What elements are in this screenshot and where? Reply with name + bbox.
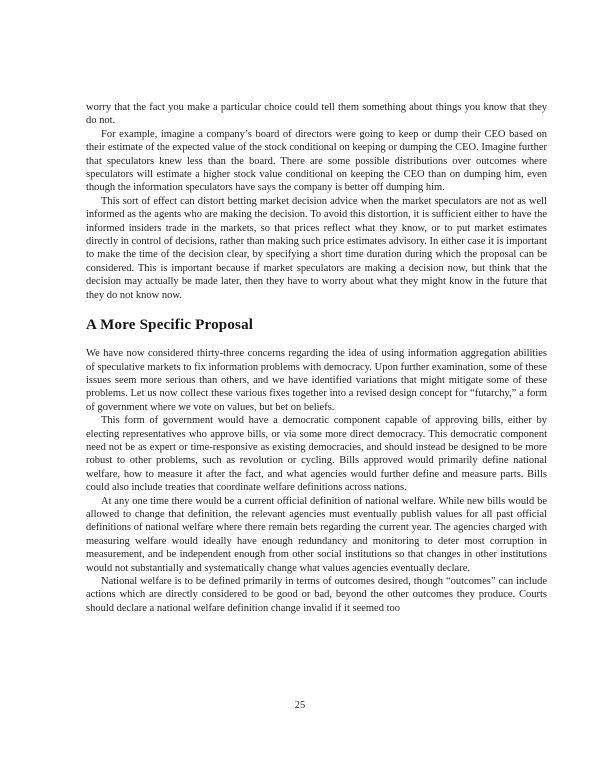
paragraph: This sort of effect can distort betting market decision advice when the market speculators are not as well informed as the agents who are making the decision. To avoid this distortion, it is sufficient either to have the informed insiders trade in the markets, so that prices reflect what they know, or to put market estimates directly in control of decisions, rather than making such price estimates advisory. In either case it is important to make the time of the decision clear, by specifying a short time duration during which the proposal can be considered. This is important because if market speculators are making a decision now, but think that the decision may actually be made later, then they have to worry about what they might know in the future that they do not know now. [86, 195, 547, 301]
paragraph: This form of government would have a democratic component capable of approving bills, either by electing representatives who approve bills, or via some more direct democracy. This democratic component need not be as expert or time-responsive as existing democracies, and should instead be designed to be more robust to other problems, such as revolution or cycling. Bills approved would primarily define national welfare, how to measure it after the fact, and what agencies would further define and measure parts. Bills could also include treaties that coordinate welfare definitions across nations. [86, 415, 547, 494]
page-number: 25 [294, 700, 306, 711]
paragraph: For example, imagine a company’s board of directors were going to keep or dump their CEO based on their estimate of the expected value of the stock conditional on keeping or dumping the CEO. Imagine further that speculators knew less than the board. There are some possible distributions over outcomes where speculators will estimate a higher stock value conditional on keeping the CEO than on dumping him, even though the information speculators have says the company is better off dumping him. [86, 128, 547, 194]
section-heading: A More Specific Proposal [86, 317, 254, 334]
paragraph: National welfare is to be defined primarily in terms of outcomes desired, though “outcomes” can include actions which are directly considered to be good or bad, beyond the other outcomes they produce. Courts should declare a national welfare definition change invalid if it seemed too [86, 576, 547, 614]
paragraph: We have now considered thirty-three concerns regarding the idea of using information aggregation abilities of speculative markets to fix information problems with democracy. Upon further examination, some of these issues seem more serious than others, and we have identified variations that might mitigate some of these problems. Let us now collect these various fixes together into a revised design concept for “futarchy,” a form of government where we vote on values, but bet on beliefs. [86, 348, 547, 413]
paragraph: worry that the fact you make a particular choice could tell them something about things you know that they do not. [86, 102, 547, 127]
page-footer [0, 700, 600, 711]
page-content [86, 101, 547, 615]
paragraph: At any one time there would be a current official definition of national welfare. While new bills would be allowed to change that definition, the relevant agencies must eventually publish values for all past official definitions of national welfare where there remain bets regarding the current year. The agencies charged with measuring welfare would ideally have enough redundancy and monitoring to deter most corruption in measurement, and be independent enough from other social institutions so that changes in other institutions would not substantially and systematically change what values agencies eventually declare. [86, 495, 547, 574]
